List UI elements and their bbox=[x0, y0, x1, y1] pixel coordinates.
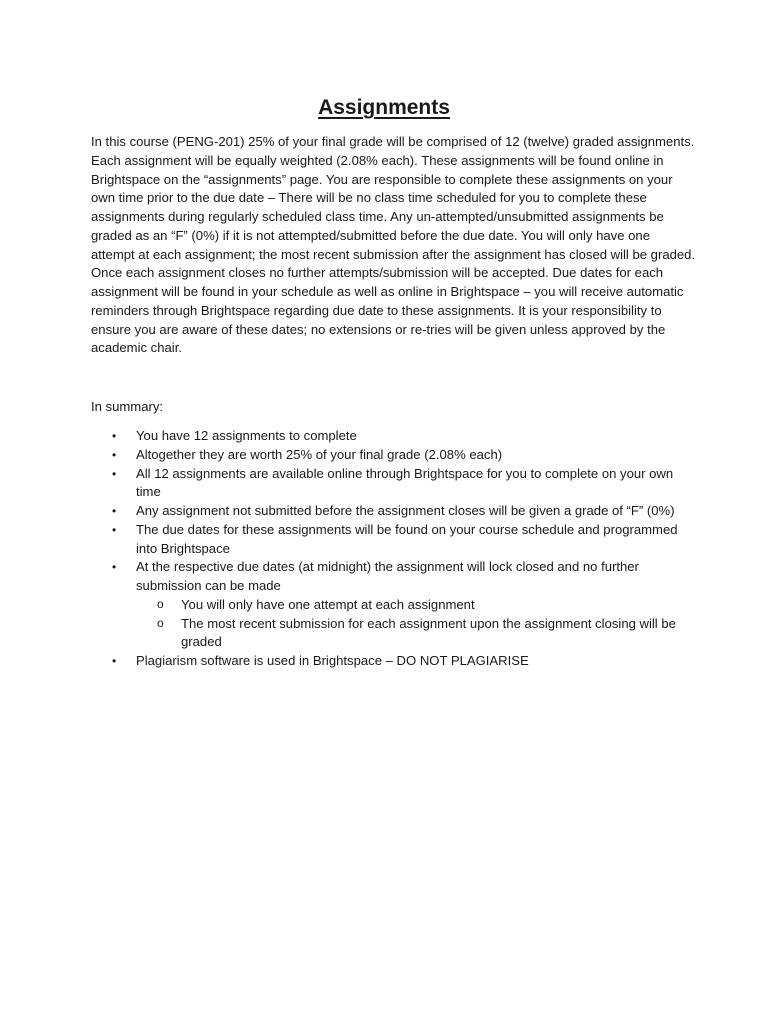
bullet-item bbox=[0, 652, 768, 671]
bullet-text: Plagiarism software is used in Brightspace – DO NOT PLAGIARISE bbox=[136, 653, 529, 668]
bullet-marker: • bbox=[112, 560, 117, 575]
intro-paragraph bbox=[91, 133, 696, 358]
paragraph-line: Brightspace on the “assignments” page. You are responsible to complete these assignments on your bbox=[91, 171, 673, 187]
bullet-item bbox=[0, 446, 768, 465]
bullet-marker: • bbox=[112, 447, 117, 462]
paragraph-line: academic chair. bbox=[91, 340, 182, 356]
bullet-marker: • bbox=[112, 522, 117, 537]
paragraph-line: ensure you are aware of these dates; no extensions or re-tries will be given unless approved by the bbox=[91, 321, 666, 337]
paragraph-line: assignments during regularly scheduled class time. Any un-attempted/unsubmitted assignments be bbox=[91, 209, 664, 224]
paragraph-line: Each assignment will be equally weighted (2.08% each). These assignments will be found online in bbox=[91, 152, 664, 168]
bullet-text: graded bbox=[181, 634, 222, 650]
bullet-text: time bbox=[136, 484, 161, 500]
sub-bullet-item bbox=[0, 596, 768, 615]
summary-label: In summary: bbox=[91, 399, 164, 414]
bullet-item bbox=[0, 427, 768, 446]
sub-bullet-marker: o bbox=[157, 596, 164, 611]
bullet-item bbox=[0, 502, 768, 521]
bullet-text: The due dates for these assignments will be found on your course schedule and programmed bbox=[136, 521, 678, 537]
bullet-text: Altogether they are worth 25% of your final grade (2.08% each) bbox=[136, 446, 503, 462]
summary-bullet-list bbox=[0, 427, 768, 671]
bullet-item bbox=[0, 465, 768, 503]
bullet-marker: • bbox=[112, 466, 117, 481]
paragraph-line: In this course (PENG-201) 25% of your final grade will be comprised of 12 (twelve) graded assignments. bbox=[91, 134, 695, 149]
sub-bullet-marker: o bbox=[157, 615, 164, 630]
bullet-text: At the respective due dates (at midnight) the assignment will lock closed and no further bbox=[136, 559, 639, 575]
bullet-item bbox=[0, 558, 768, 596]
page-title: Assignments bbox=[318, 96, 450, 119]
paragraph-line: graded as an “F” (0%) if it is not attempted/submitted before the due date. You will only have one bbox=[91, 227, 650, 243]
paragraph-line: assignment will be found in your schedule as well as online in Brightspace – you will receive automatic bbox=[91, 284, 684, 299]
paragraph-line: attempt at each assignment; the most recent submission after the assignment has closed will be graded. bbox=[91, 246, 696, 262]
bullet-text: You have 12 assignments to complete bbox=[136, 428, 357, 443]
paragraph-line: reminders through Brightspace regarding due date to these assignments. It is your responsibility to bbox=[91, 302, 662, 318]
bullet-item bbox=[0, 521, 768, 559]
bullet-text: You will only have one attempt at each assignment bbox=[181, 596, 475, 612]
bullet-marker: • bbox=[112, 654, 117, 668]
sub-bullet-item bbox=[0, 615, 768, 653]
bullet-text: All 12 assignments are available online through Brightspace for you to complete on your own bbox=[136, 465, 674, 481]
paragraph-line: own time prior to the due date – There will be no class time scheduled for you to complete these bbox=[91, 190, 647, 206]
bullet-marker: • bbox=[112, 504, 117, 518]
bullet-text: The most recent submission for each assignment upon the assignment closing will be bbox=[181, 615, 676, 631]
paragraph-line: Once each assignment closes no further attempts/submission will be accepted. Due dates for each bbox=[91, 265, 664, 281]
bullet-marker: • bbox=[112, 429, 117, 443]
bullet-text: submission can be made bbox=[136, 578, 281, 593]
bullet-text: Any assignment not submitted before the assignment closes will be given a grade of “F” (0%) bbox=[136, 503, 675, 518]
bullet-text: into Brightspace bbox=[136, 540, 230, 556]
